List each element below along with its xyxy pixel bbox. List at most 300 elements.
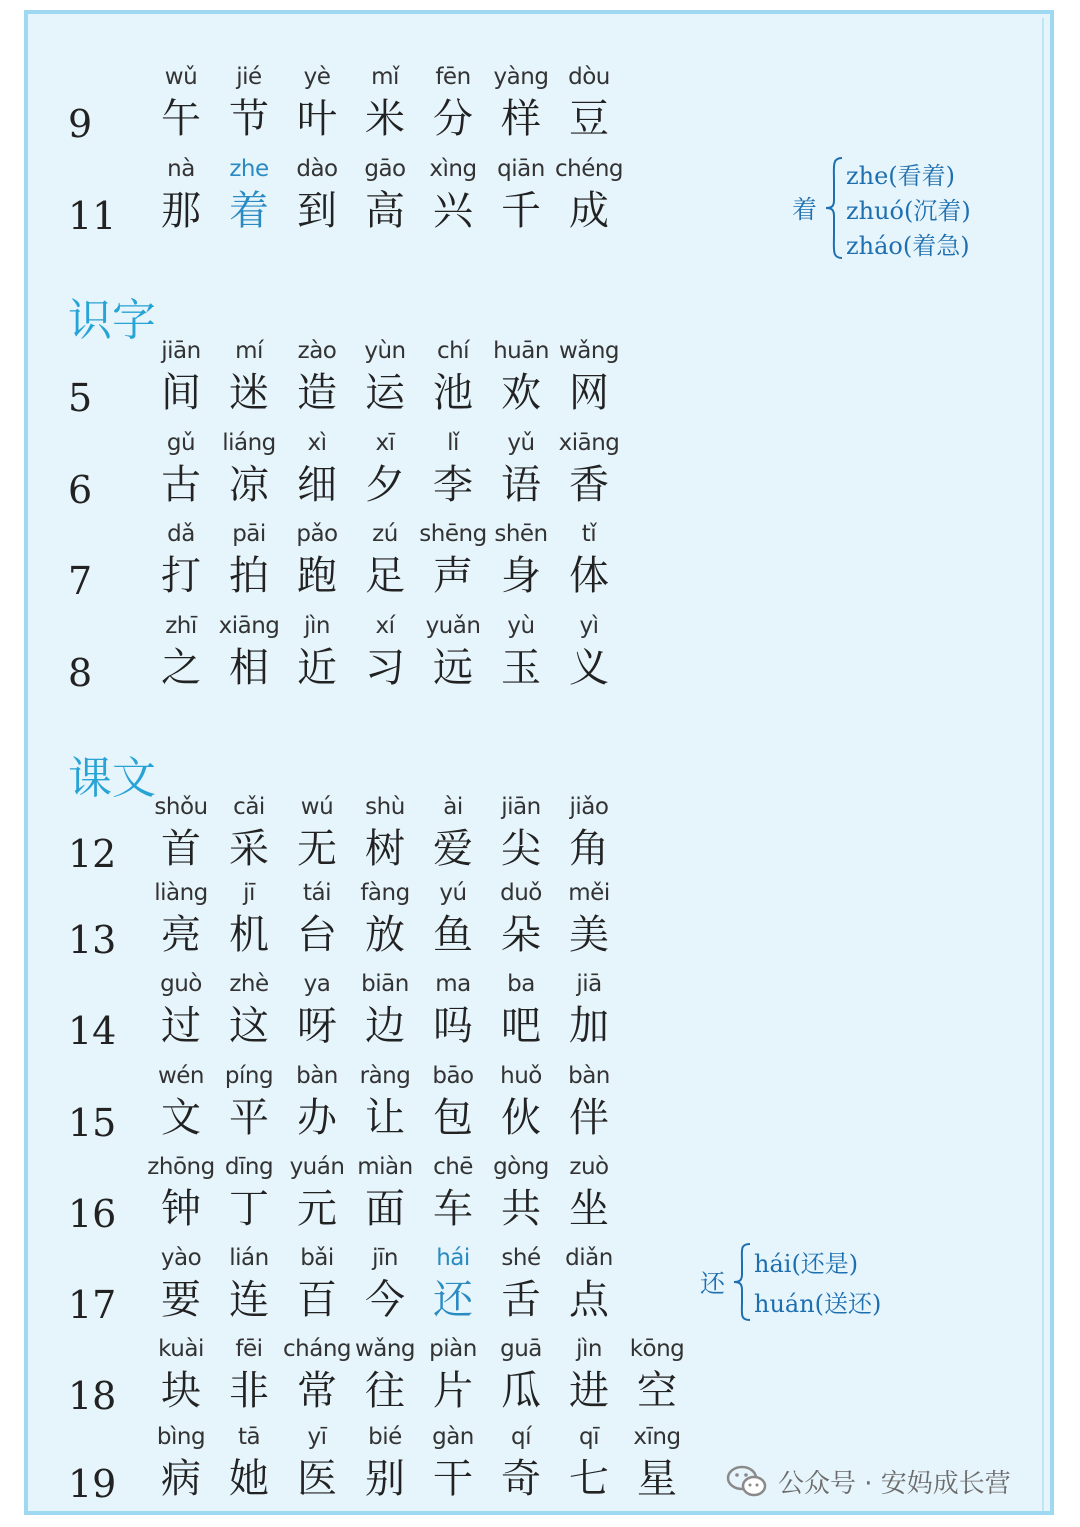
char-cell — [418, 878, 488, 962]
hanzi: 欢 — [501, 370, 541, 416]
hanzi: 叶 — [297, 96, 337, 142]
char-cell — [486, 519, 556, 603]
char-cell — [486, 336, 556, 420]
pinyin: guā — [500, 1336, 542, 1362]
char-cell — [554, 1061, 624, 1145]
hanzi: 她 — [229, 1456, 269, 1502]
hanzi: 钟 — [161, 1186, 201, 1232]
pinyin: mí — [235, 338, 263, 364]
hanzi: 这 — [229, 1003, 269, 1049]
hanzi: 分 — [433, 96, 473, 142]
hanzi: 平 — [229, 1095, 269, 1141]
hanzi: 常 — [297, 1368, 337, 1414]
pinyin: shēng — [419, 521, 487, 547]
lesson-row — [28, 611, 728, 701]
char-cell — [554, 1152, 624, 1236]
lesson-row — [28, 792, 728, 882]
note-reading: zhe(看着) — [846, 162, 956, 190]
pinyin: chē — [433, 1154, 473, 1180]
pinyin: guò — [160, 971, 202, 997]
hanzi: 星 — [637, 1456, 677, 1502]
lesson-row — [28, 1334, 728, 1424]
pinyin: shēn — [494, 521, 548, 547]
hanzi: 瓜 — [501, 1368, 541, 1414]
lesson-number: 9 — [68, 102, 93, 146]
pinyin: kōng — [629, 1336, 685, 1362]
hanzi: 近 — [297, 645, 337, 691]
char-cell — [282, 1334, 352, 1418]
pinyin: ài — [443, 794, 463, 820]
hanzi: 池 — [433, 370, 473, 416]
char-cell — [418, 154, 488, 238]
pinyin: zhè — [229, 971, 269, 997]
hanzi: 角 — [569, 826, 609, 872]
hanzi: 伙 — [501, 1095, 541, 1141]
lesson-row — [28, 428, 728, 518]
char-cell — [214, 878, 284, 962]
hanzi: 共 — [501, 1186, 541, 1232]
char-cell — [554, 878, 624, 962]
hanzi: 今 — [365, 1277, 405, 1323]
char-cell — [146, 519, 216, 603]
char-cell — [350, 1152, 420, 1236]
hanzi: 玉 — [501, 645, 541, 691]
pinyin: tái — [302, 880, 331, 906]
hanzi: 成 — [569, 188, 609, 234]
note-reading: huán(送还) — [754, 1290, 882, 1318]
polyphone-note-hai — [700, 1242, 920, 1322]
section-title-shizi: 识字 — [68, 295, 156, 346]
pinyin: gǔ — [166, 430, 196, 456]
pinyin: lǐ — [447, 430, 459, 456]
char-cell — [486, 1422, 556, 1506]
pinyin: wǎng — [558, 338, 620, 364]
char-cell — [350, 1334, 420, 1418]
char-cell — [350, 154, 420, 238]
char-cell — [486, 878, 556, 962]
char-cell — [214, 1061, 284, 1145]
pinyin: zào — [297, 338, 337, 364]
hanzi: 病 — [161, 1456, 201, 1502]
pinyin: cǎi — [233, 794, 265, 820]
char-cell — [554, 611, 624, 695]
pinyin: nà — [167, 156, 195, 182]
hanzi: 呀 — [297, 1003, 337, 1049]
hanzi: 运 — [365, 370, 405, 416]
hanzi: 午 — [161, 96, 201, 142]
pinyin: yè — [303, 64, 331, 90]
hanzi: 奇 — [501, 1456, 541, 1502]
hanzi: 义 — [569, 645, 609, 691]
char-cell — [418, 1334, 488, 1418]
char-cell — [350, 611, 420, 695]
hanzi: 空 — [637, 1368, 677, 1414]
char-cell — [554, 1334, 624, 1418]
hanzi: 舌 — [501, 1277, 541, 1323]
char-cell — [554, 62, 624, 146]
hanzi: 点 — [569, 1277, 609, 1323]
hanzi: 让 — [365, 1095, 405, 1141]
pinyin: cháng — [283, 1336, 351, 1362]
hanzi: 高 — [365, 188, 405, 234]
hanzi: 过 — [161, 1003, 201, 1049]
pinyin: wén — [157, 1063, 205, 1089]
pinyin: huān — [493, 338, 549, 364]
hanzi: 包 — [433, 1095, 473, 1141]
char-cell — [146, 1334, 216, 1418]
char-cell — [486, 1243, 556, 1327]
pinyin: xì — [307, 430, 327, 456]
hanzi: 百 — [297, 1277, 337, 1323]
hanzi: 边 — [365, 1003, 405, 1049]
hanzi: 要 — [161, 1277, 201, 1323]
note-reading: zháo(着急) — [846, 232, 970, 260]
pinyin: wú — [300, 794, 334, 820]
lesson-row — [28, 969, 728, 1059]
hanzi: 树 — [365, 826, 405, 872]
pinyin: bàn — [568, 1063, 610, 1089]
char-cell — [214, 519, 284, 603]
hanzi: 无 — [297, 826, 337, 872]
hanzi: 往 — [365, 1368, 405, 1414]
brace-icon — [824, 156, 846, 260]
pinyin: mǐ — [371, 64, 399, 90]
char-cell — [554, 792, 624, 876]
pinyin: xí — [375, 613, 395, 639]
lesson-row — [28, 1152, 728, 1242]
char-cell — [146, 62, 216, 146]
char-cell — [554, 154, 624, 238]
char-cell — [418, 969, 488, 1053]
hanzi: 片 — [433, 1368, 473, 1414]
char-cell — [282, 969, 352, 1053]
hanzi: 块 — [161, 1368, 201, 1414]
hanzi: 放 — [365, 912, 405, 958]
pinyin: piàn — [429, 1336, 477, 1362]
hanzi: 之 — [161, 645, 201, 691]
pinyin: qī — [579, 1424, 599, 1450]
polyphone-note-zhe — [792, 156, 1012, 266]
hanzi: 进 — [569, 1368, 609, 1414]
char-cell — [146, 1422, 216, 1506]
hanzi: 连 — [229, 1277, 269, 1323]
hanzi: 非 — [229, 1368, 269, 1414]
pinyin: bǎi — [300, 1245, 334, 1271]
char-cell — [282, 1061, 352, 1145]
char-cell — [350, 1061, 420, 1145]
pinyin: zuò — [569, 1154, 609, 1180]
pinyin: liáng — [222, 430, 276, 456]
hanzi: 迷 — [229, 370, 269, 416]
hanzi: 间 — [161, 370, 201, 416]
lesson-number: 6 — [68, 468, 93, 512]
hanzi: 身 — [501, 553, 541, 599]
pinyin: bàn — [296, 1063, 338, 1089]
lesson-row — [28, 519, 728, 609]
char-cell — [418, 1061, 488, 1145]
lesson-number: 19 — [68, 1462, 117, 1506]
pinyin: bié — [368, 1424, 402, 1450]
pinyin: zhī — [165, 613, 197, 639]
pinyin: ràng — [359, 1063, 411, 1089]
section-title-kewen: 课文 — [68, 753, 156, 804]
char-cell — [146, 878, 216, 962]
pinyin: qí — [511, 1424, 531, 1450]
char-cell — [418, 1243, 488, 1327]
pinyin: tǐ — [581, 521, 597, 547]
hanzi: 古 — [161, 462, 201, 508]
hanzi: 鱼 — [433, 912, 473, 958]
hanzi: 节 — [229, 96, 269, 142]
char-cell — [214, 611, 284, 695]
pinyin: jiā — [576, 971, 602, 997]
pinyin: qiān — [497, 156, 545, 182]
pinyin: zú — [372, 521, 398, 547]
char-cell — [350, 878, 420, 962]
pinyin: shǒu — [154, 794, 208, 820]
hanzi: 吧 — [501, 1003, 541, 1049]
char-cell — [622, 1334, 692, 1418]
hanzi: 相 — [229, 645, 269, 691]
hanzi: 元 — [297, 1186, 337, 1232]
char-cell — [418, 1152, 488, 1236]
pinyin: jìn — [304, 613, 330, 639]
pinyin: biān — [361, 971, 409, 997]
hanzi: 坐 — [569, 1186, 609, 1232]
lesson-number: 5 — [68, 376, 93, 420]
hanzi: 体 — [569, 553, 609, 599]
hanzi: 声 — [433, 553, 473, 599]
char-cell — [418, 792, 488, 876]
lesson-number: 16 — [68, 1192, 117, 1236]
char-cell — [486, 1334, 556, 1418]
lesson-number: 11 — [68, 194, 117, 238]
char-cell — [214, 62, 284, 146]
hanzi: 七 — [569, 1456, 609, 1502]
pinyin: yù — [507, 613, 535, 639]
char-cell — [622, 1422, 692, 1506]
hanzi: 远 — [433, 645, 473, 691]
char-cell — [146, 154, 216, 238]
watermark-text: 公众号 · 安妈成长营 — [778, 1468, 1011, 1499]
char-cell — [554, 519, 624, 603]
char-cell — [554, 428, 624, 512]
pinyin: shù — [365, 794, 405, 820]
pinyin: fēn — [435, 64, 471, 90]
char-cell — [486, 1061, 556, 1145]
hanzi: 办 — [297, 1095, 337, 1141]
char-cell — [146, 1243, 216, 1327]
hanzi: 机 — [229, 912, 269, 958]
pinyin: yī — [307, 1424, 327, 1450]
wechat-icon — [726, 1464, 768, 1498]
pinyin: bìng — [156, 1424, 206, 1450]
pinyin: tā — [237, 1424, 261, 1450]
pinyin: xī — [375, 430, 395, 456]
lesson-row — [28, 1243, 728, 1333]
char-cell — [146, 428, 216, 512]
hanzi: 美 — [569, 912, 609, 958]
char-cell — [486, 611, 556, 695]
hanzi: 夕 — [365, 462, 405, 508]
pinyin: fàng — [360, 880, 410, 906]
char-cell — [282, 1422, 352, 1506]
pinyin: bāo — [432, 1063, 474, 1089]
pinyin: pǎo — [296, 521, 338, 547]
hanzi: 着 — [229, 188, 269, 234]
pinyin: yuán — [289, 1154, 345, 1180]
hanzi: 打 — [161, 553, 201, 599]
pinyin: yǔ — [507, 430, 535, 456]
pinyin: gàn — [432, 1424, 474, 1450]
char-cell — [554, 336, 624, 420]
char-cell — [418, 1422, 488, 1506]
char-cell — [486, 1152, 556, 1236]
pinyin: jiān — [161, 338, 201, 364]
char-cell — [282, 428, 352, 512]
pinyin: shé — [501, 1245, 541, 1271]
char-cell — [282, 154, 352, 238]
pinyin: dào — [296, 156, 338, 182]
hanzi: 文 — [161, 1095, 201, 1141]
hanzi: 采 — [229, 826, 269, 872]
lesson-row — [28, 62, 728, 152]
pinyin: gòng — [493, 1154, 549, 1180]
hanzi: 米 — [365, 96, 405, 142]
pinyin: jī — [243, 880, 255, 906]
pinyin: xiāng — [558, 430, 620, 456]
hanzi: 医 — [297, 1456, 337, 1502]
char-cell — [146, 336, 216, 420]
hanzi: 凉 — [229, 462, 269, 508]
hanzi: 别 — [365, 1456, 405, 1502]
pinyin: yú — [439, 880, 467, 906]
hanzi: 语 — [501, 462, 541, 508]
pinyin: yì — [579, 613, 599, 639]
hanzi: 车 — [433, 1186, 473, 1232]
pinyin: wǎng — [354, 1336, 416, 1362]
hanzi: 豆 — [569, 96, 609, 142]
pinyin: ma — [435, 971, 471, 997]
hanzi: 网 — [569, 370, 609, 416]
char-cell — [418, 62, 488, 146]
note-char: 着 — [792, 195, 818, 224]
pinyin: dǎ — [167, 521, 195, 547]
hanzi: 到 — [297, 188, 337, 234]
char-cell — [282, 792, 352, 876]
pinyin: píng — [224, 1063, 274, 1089]
char-cell — [214, 1243, 284, 1327]
char-cell — [146, 792, 216, 876]
pinyin: měi — [568, 880, 610, 906]
hanzi: 干 — [433, 1456, 473, 1502]
char-cell — [486, 428, 556, 512]
char-cell — [554, 1422, 624, 1506]
hanzi: 足 — [365, 553, 405, 599]
char-cell — [418, 519, 488, 603]
pinyin: duǒ — [500, 880, 542, 906]
char-cell — [486, 969, 556, 1053]
char-cell — [554, 1243, 624, 1327]
char-cell — [146, 611, 216, 695]
lesson-row — [28, 154, 728, 244]
pinyin: yùn — [364, 338, 406, 364]
hanzi: 香 — [569, 462, 609, 508]
char-cell — [350, 336, 420, 420]
char-cell — [282, 62, 352, 146]
pinyin: xiāng — [218, 613, 280, 639]
hanzi: 习 — [365, 645, 405, 691]
pinyin: zhe — [229, 156, 269, 182]
char-cell — [282, 336, 352, 420]
char-cell — [350, 1422, 420, 1506]
char-cell — [486, 154, 556, 238]
hanzi: 加 — [569, 1003, 609, 1049]
char-cell — [418, 336, 488, 420]
pinyin: dīng — [224, 1154, 274, 1180]
hanzi: 那 — [161, 188, 201, 234]
char-cell — [486, 62, 556, 146]
char-cell — [350, 62, 420, 146]
hanzi: 李 — [433, 462, 473, 508]
note-reading: zhuó(沉着) — [846, 197, 971, 225]
pinyin: jiǎo — [569, 794, 609, 820]
hanzi: 朵 — [501, 912, 541, 958]
watermark — [726, 1456, 1011, 1506]
char-cell — [146, 1061, 216, 1145]
hanzi: 亮 — [161, 912, 201, 958]
brace-icon — [732, 1242, 754, 1322]
note-reading: hái(还是) — [754, 1250, 859, 1278]
char-cell — [418, 428, 488, 512]
char-cell — [214, 792, 284, 876]
lesson-number: 8 — [68, 651, 93, 695]
char-cell — [282, 1152, 352, 1236]
hanzi: 跑 — [297, 553, 337, 599]
char-cell — [282, 878, 352, 962]
hanzi: 还 — [433, 1277, 473, 1323]
char-cell — [214, 1334, 284, 1418]
lesson-number: 12 — [68, 832, 117, 876]
pinyin: jié — [236, 64, 262, 90]
pinyin: xìng — [429, 156, 477, 182]
char-cell — [146, 1152, 216, 1236]
pinyin: wǔ — [164, 64, 198, 90]
pinyin: jìn — [576, 1336, 602, 1362]
pinyin: kuài — [158, 1336, 204, 1362]
pinyin: lián — [229, 1245, 269, 1271]
char-cell — [146, 969, 216, 1053]
pinyin: xīng — [633, 1424, 681, 1450]
lesson-row — [28, 1422, 728, 1512]
pinyin: fēi — [235, 1336, 263, 1362]
hanzi: 兴 — [433, 188, 473, 234]
char-cell — [214, 336, 284, 420]
hanzi: 样 — [501, 96, 541, 142]
pinyin: huǒ — [500, 1063, 542, 1089]
char-cell — [214, 1152, 284, 1236]
hanzi: 拍 — [229, 553, 269, 599]
char-cell — [214, 969, 284, 1053]
pinyin: ya — [303, 971, 331, 997]
char-cell — [282, 1243, 352, 1327]
pinyin: jiān — [501, 794, 541, 820]
pinyin: yuǎn — [425, 613, 481, 639]
hanzi: 丁 — [229, 1186, 269, 1232]
lesson-number: 15 — [68, 1101, 117, 1145]
char-cell — [282, 611, 352, 695]
hanzi: 造 — [297, 370, 337, 416]
